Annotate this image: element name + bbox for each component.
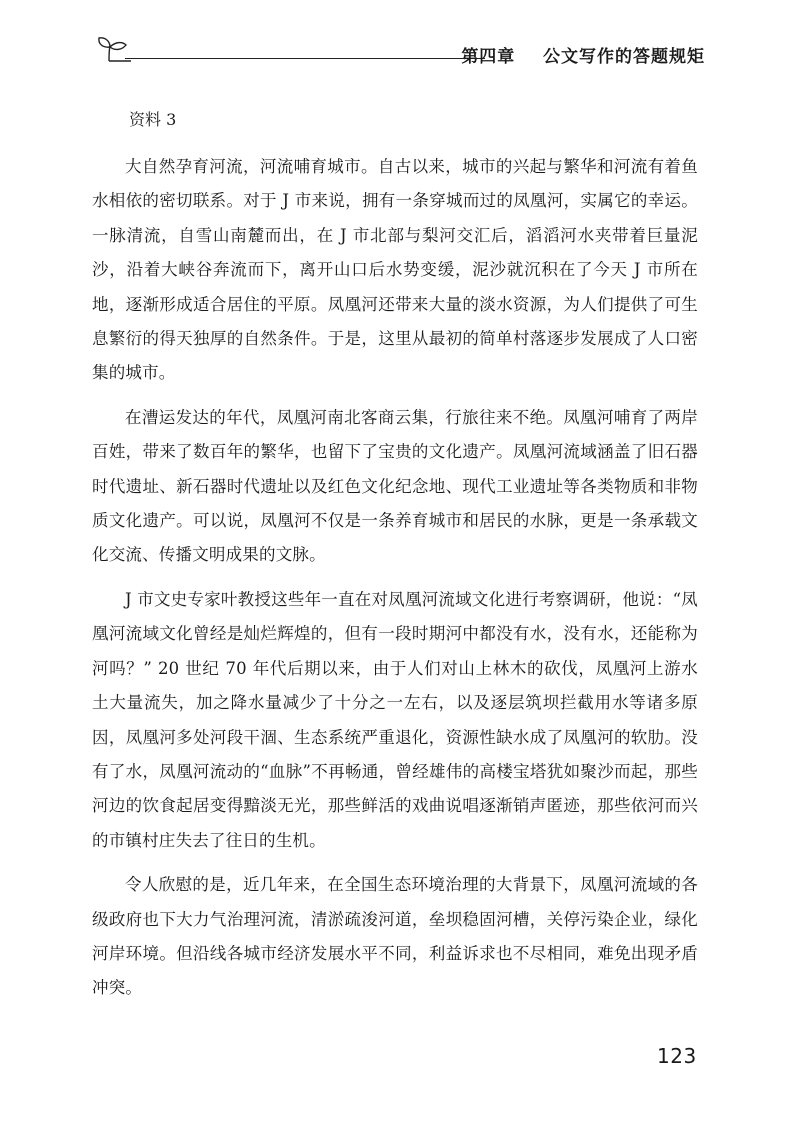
sprout-icon <box>95 34 135 64</box>
paragraph-4: 令人欣慰的是，近几年来，在全国生态环境治理的大背景下，凤凰河流域的各级政府也下大力气治理河流，清淤疏浚河道，垒坝稳固河槽，关停污染企业，绿化河岸环境。但沿线各城市经济发展水平不同，利益诉求也不尽相同，难免出现矛盾冲突。 <box>92 875 698 998</box>
page-header <box>95 30 705 70</box>
main-content <box>92 108 698 1016</box>
header-rule <box>125 58 485 59</box>
paragraph-2: 在漕运发达的年代，凤凰河南北客商云集，行旅往来不绝。凤凰河哺育了两岸百姓，带来了数百年的繁华，也留下了宝贵的文化遗产。凤凰河流域涵盖了旧石器时代遗址、新石器时代遗址以及红色文化纪念地、现代工业遗址等各类物质和非物质文化遗产。可以说，凤凰河不仅是一条养育城市和居民的水脉，更是一条承载文化交流、传播文明成果的文脉。 <box>92 407 698 565</box>
paragraph-3: J 市文史专家叶教授这些年一直在对凤凰河流域文化进行考察调研，他说：“凤凰河流域文化曾经是灿烂辉煌的，但有一段时期河中都没有水，没有水，还能称为河吗？” 20 世纪 70 年代后期以来，由于人们对山上林木的砍伐，凤凰河上游水土大量流失，加之降水量减少了十分之一左右，以及逐层筑坝拦截用水等诸多原因，凤凰河多处河段干涸、生态系统严重退化，资源性缺水成了凤凰河的软肋。没有了水，凤凰河流动的“血脉”不再畅通，曾经雄伟的高楼宝塔犹如聚沙而起，那些河边的饮食起居变得黯淡无光，那些鲜活的戏曲说唱逐渐销声匿迹，那些依河而兴的市镇村庄失去了往日的生机。 <box>92 589 698 850</box>
page-number: 123 <box>657 1044 697 1068</box>
section-label: 资料 3 <box>129 110 177 129</box>
paragraph-1: 大自然孕育河流，河流哺育城市。自古以来，城市的兴起与繁华和河流有着鱼水相依的密切联系。对于 J 市来说，拥有一条穿城而过的凤凰河，实属它的幸运。一脉清流，自雪山南麓而出，在 J 市北部与梨河交汇后，滔滔河水夹带着巨量泥沙，沿着大峡谷奔流而下，离开山口后水势变缓，泥沙就沉积在了今天 J 市所在地，逐渐形成适合居住的平原。凤凰河还带来大量的淡水资源，为人们提供了可生息繁衍的得天独厚的自然条件。于是，这里从最初的简单村落逐步发展成了人口密集的城市。 <box>92 157 698 383</box>
chapter-title: 第四章 公文写作的答题规矩 <box>461 47 705 67</box>
